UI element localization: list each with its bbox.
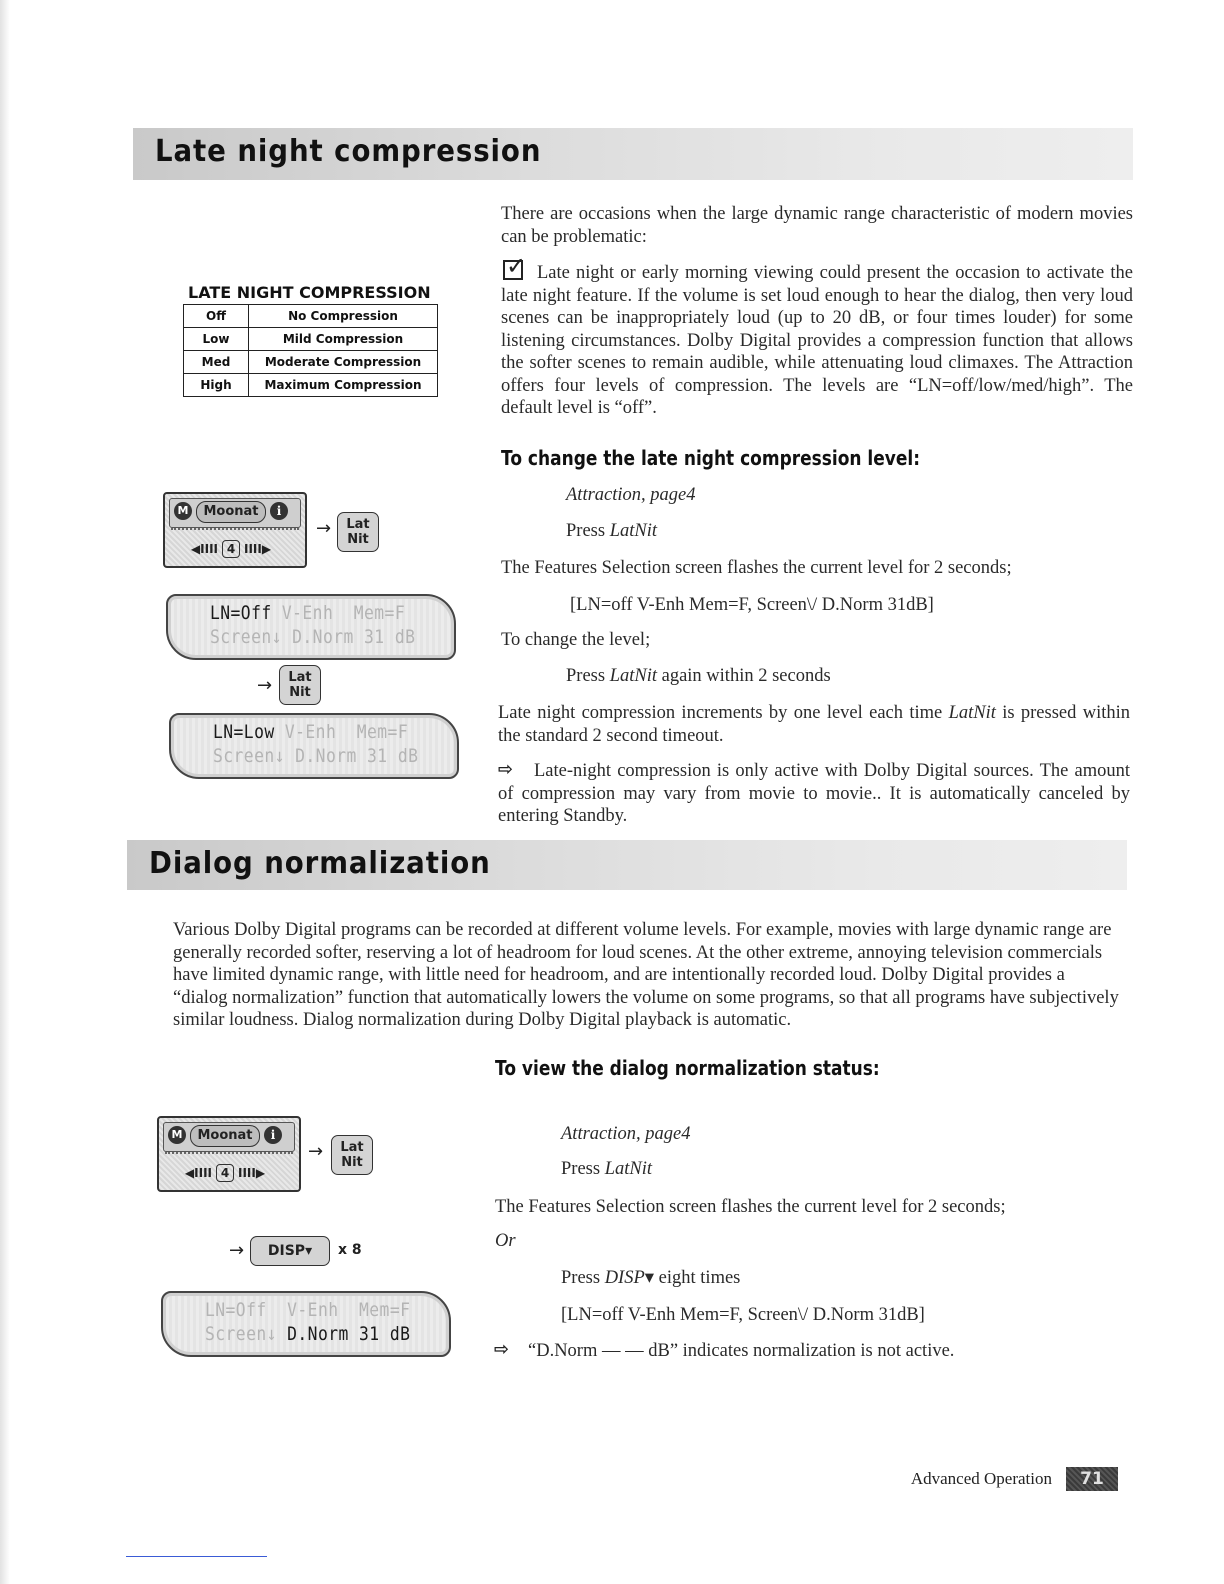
key-label: Lat [346, 517, 370, 532]
lcd-row [205, 1323, 410, 1345]
latnit-button[interactable] [331, 1135, 373, 1175]
step-text: Press [561, 1268, 605, 1288]
step-attraction-page: Attraction, page4 [566, 485, 696, 505]
info-button[interactable]: i [270, 502, 288, 520]
key-label: Lat [288, 670, 312, 685]
key-label: Lat [340, 1140, 364, 1155]
key-name: LatNit [609, 666, 657, 686]
para-text: is pressed within the standard 2 second timeout. [498, 703, 1130, 746]
table-cell-desc: Moderate Compression [249, 351, 438, 374]
remote-panel [163, 492, 307, 568]
step-text: eight times [654, 1268, 741, 1288]
key-label: Nit [347, 532, 369, 547]
page-number: 4 [216, 1164, 234, 1182]
page-left-icon[interactable]: ◀IIII [184, 1166, 212, 1180]
press-count: x 8 [338, 1242, 362, 1258]
dialog-body-paragraph: Various Dolby Digital programs can be recorded at different volume levels. For example, movies with large dynamic range are generally recorded softer, reserving a lot of headroom for loud scenes. At the other extreme, annoying television commercials have limited dynamic range, with little need for headroom, and are intentionally recorded loud. Dolby Digital provides a “dialog normalization” function that automatically lowers the volume on some programs, so that all programs have subjectively similar loudness. Dialog normalization during Dolby Digital playback is automatic. [173, 920, 1119, 1030]
table-row [184, 328, 438, 351]
wave-divider [165, 1152, 293, 1162]
page-edge-shadow [0, 0, 10, 1584]
page-right-icon[interactable]: IIII▶ [238, 1166, 266, 1180]
flash-text: The Features Selection screen flashes the current level for 2 seconds; [501, 558, 1012, 578]
tip-arrow-icon: ⇨ [498, 759, 514, 780]
page-number-badge: 71 [1066, 1467, 1118, 1491]
lcd-text: Screen↓ [205, 1323, 288, 1345]
lcd-text: V-Enh Mem=F [274, 721, 409, 743]
disp-button[interactable]: DISP▾ [250, 1236, 330, 1266]
latnit-button[interactable] [279, 665, 321, 705]
table-cell-desc: Maximum Compression [249, 374, 438, 397]
lcd-display-dnorm [161, 1291, 451, 1357]
or-text: Or [495, 1231, 516, 1251]
remote-top-bar [163, 1122, 295, 1152]
lcd-row: Screen↓ D.Norm 31 dB [213, 745, 419, 767]
key-name: DISP▾ [604, 1268, 655, 1288]
step-attraction-page: Attraction, page4 [561, 1124, 691, 1144]
increment-paragraph [498, 702, 1130, 747]
table-cell-level: Med [184, 351, 249, 374]
intro-paragraph: There are occasions when the large dynamic range characteristic of modern movies can be problematic: [501, 204, 1133, 247]
step-text: Press [566, 666, 610, 686]
table-cell-desc: Mild Compression [249, 328, 438, 351]
lcd-text: LN=Off [210, 602, 272, 624]
page-right-icon[interactable]: IIII▶ [244, 542, 272, 556]
subheading-view-status: To view the dialog normalization status: [495, 1056, 880, 1080]
note-paragraph: Late night or early morning viewing could present the occasion to activate the late night feature. If the volume is set loud enough to hear the dialog, then very loud scenes can be inappropriately loud (up to 20 dB, or four times louder) for some listening circumstances. Dolby Digital provides a compression function that allows the softer scenes to remain audible, while attenuating loud climaxes. The Attraction offers four levels of compression. The levels are “LN=off/low/med/high”. The default level is “off”. [501, 263, 1133, 418]
key-label: Nit [289, 685, 311, 700]
table-cell-level: High [184, 374, 249, 397]
step-press-latnit [566, 520, 657, 542]
display-readout: [LN=off V-Enh Mem=F, Screen\/ D.Norm 31dB] [561, 1305, 925, 1325]
arrow-icon: → [257, 675, 273, 696]
step-text: Press [566, 521, 610, 541]
table-cell-desc: No Compression [249, 305, 438, 328]
remote-top-bar [169, 498, 301, 528]
tip-arrow-icon: ⇨ [494, 1339, 510, 1360]
divider-line [126, 1556, 267, 1557]
page-left-icon[interactable]: ◀IIII [190, 542, 218, 556]
lcd-display-off [166, 594, 456, 660]
lcd-row: Screen↓ D.Norm 31 dB [210, 626, 416, 648]
table-row [184, 374, 438, 397]
subheading-change-level: To change the late night compression level: [501, 446, 921, 470]
tip-paragraph: Late-night compression is only active with Dolby Digital sources. The amount of compression may vary from movie to movie.. It is automatically canceled by entering Standby. [498, 761, 1130, 826]
step-press-latnit [561, 1158, 652, 1180]
lcd-text: LN=Low [213, 721, 275, 743]
to-change-text: To change the level; [501, 630, 651, 650]
table-cell-level: Low [184, 328, 249, 351]
section-banner-late-night [133, 128, 1133, 180]
page-selector[interactable] [169, 1164, 281, 1182]
lcd-row: LN=Off V-Enh Mem=F [205, 1299, 411, 1321]
table-row [184, 351, 438, 374]
compression-table [183, 304, 438, 397]
footer-label: Advanced Operation [910, 1469, 1052, 1488]
key-label: Nit [341, 1155, 363, 1170]
section-title: Late night compression [155, 134, 542, 169]
arrow-icon: → [316, 518, 332, 539]
page-number: 4 [222, 540, 240, 558]
section-banner-dialog [127, 840, 1127, 890]
key-name: LatNit [604, 1159, 652, 1179]
section-title: Dialog normalization [149, 846, 491, 881]
step-text: Press [561, 1159, 605, 1179]
arrow-icon: → [229, 1240, 245, 1261]
lcd-row [210, 602, 405, 624]
lcd-row [213, 721, 408, 743]
table-row [184, 305, 438, 328]
page-selector[interactable] [175, 540, 287, 558]
m-button[interactable]: M [168, 1126, 186, 1144]
table-cell-level: Off [184, 305, 249, 328]
lcd-text: D.Norm 31 dB [287, 1323, 411, 1345]
tip-text: “D.Norm — — dB” indicates normalization is not active. [528, 1341, 955, 1361]
lcd-display-low [169, 713, 459, 779]
moonat-button[interactable]: Moonat [190, 1125, 260, 1147]
step-press-disp [561, 1267, 740, 1289]
para-text: Late night compression increments by one level each time [498, 703, 949, 723]
key-name: LatNit [609, 521, 657, 541]
wave-divider [171, 528, 299, 538]
remote-panel [157, 1116, 301, 1192]
latnit-button[interactable] [337, 512, 379, 552]
step-press-again [566, 665, 831, 687]
m-button[interactable]: M [174, 502, 192, 520]
compression-table-title: LATE NIGHT COMPRESSION [188, 283, 431, 302]
arrow-icon: → [308, 1141, 324, 1162]
display-readout: [LN=off V-Enh Mem=F, Screen\/ D.Norm 31dB] [570, 595, 934, 615]
key-name: LatNit [948, 703, 996, 723]
info-button[interactable]: i [264, 1126, 282, 1144]
step-text: again within 2 seconds [657, 666, 831, 686]
lcd-text: V-Enh Mem=F [271, 602, 406, 624]
moonat-button[interactable]: Moonat [196, 501, 266, 523]
flash-text: The Features Selection screen flashes the current level for 2 seconds; [495, 1197, 1006, 1217]
